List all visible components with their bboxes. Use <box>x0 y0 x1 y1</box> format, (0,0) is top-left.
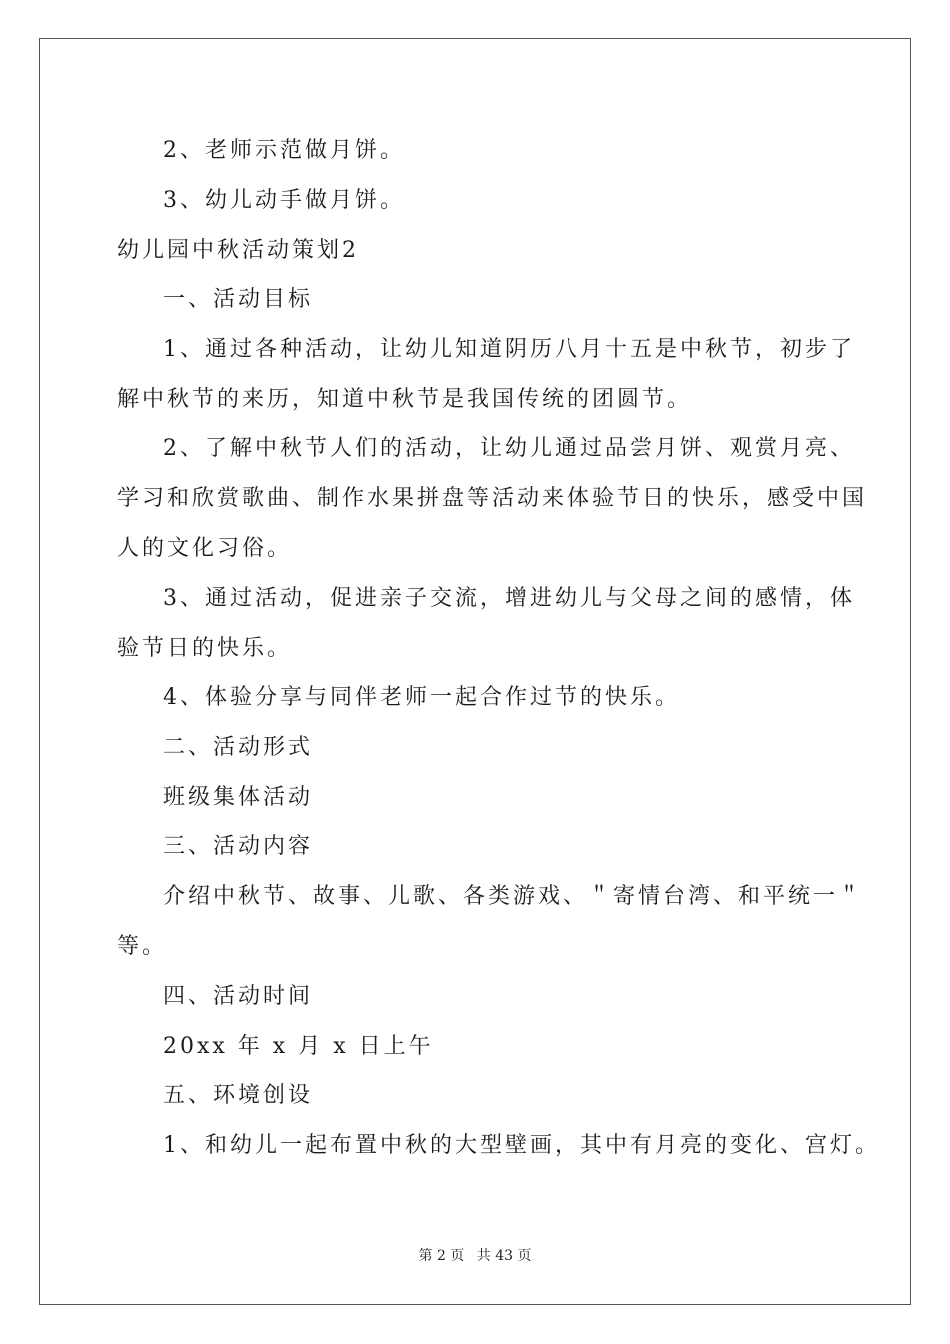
paragraph-line: 等。 <box>117 934 168 959</box>
paragraph-line: 20xx 年 x 月 x 日上午 <box>163 1034 434 1059</box>
paragraph-line: 4、体验分享与同伴老师一起合作过节的快乐。 <box>163 685 680 710</box>
paragraph-line: 验节日的快乐。 <box>117 636 293 661</box>
page-number: 第 2 页 <box>418 1248 465 1264</box>
section-heading: 四、活动时间 <box>163 984 314 1009</box>
paragraph-line: 2、老师示范做月饼。 <box>163 138 405 163</box>
section-title: 幼儿园中秋活动策划2 <box>117 238 359 263</box>
section-heading: 五、环境创设 <box>163 1083 314 1108</box>
page-footer <box>0 1246 950 1266</box>
paragraph-line: 介绍中秋节、故事、儿歌、各类游戏、＂寄情台湾、和平统一＂ <box>163 884 864 909</box>
paragraph-line: 1、通过各种活动，让幼儿知道阴历八月十五是中秋节，初步了 <box>163 337 855 362</box>
paragraph-line: 2、了解中秋节人们的活动，让幼儿通过品尝月饼、观赏月亮、 <box>163 436 855 461</box>
paragraph-line: 3、通过活动，促进亲子交流，增进幼儿与父母之间的感情，体 <box>163 586 855 611</box>
section-heading: 二、活动形式 <box>163 735 314 760</box>
page-total: 共 43 页 <box>476 1248 532 1264</box>
paragraph-line: 人的文化习俗。 <box>117 536 293 561</box>
page-border <box>39 38 911 1305</box>
paragraph-line: 班级集体活动 <box>163 785 314 810</box>
paragraph-line: 学习和欣赏歌曲、制作水果拼盘等活动来体验节日的快乐，感受中国 <box>117 486 868 511</box>
section-heading: 三、活动内容 <box>163 834 314 859</box>
paragraph-line: 解中秋节的来历，知道中秋节是我国传统的团圆节。 <box>117 387 693 412</box>
paragraph-line: 3、幼儿动手做月饼。 <box>163 188 405 213</box>
paragraph-line: 1、和幼儿一起布置中秋的大型壁画，其中有月亮的变化、宫灯。 <box>163 1133 880 1158</box>
section-heading: 一、活动目标 <box>163 287 314 312</box>
